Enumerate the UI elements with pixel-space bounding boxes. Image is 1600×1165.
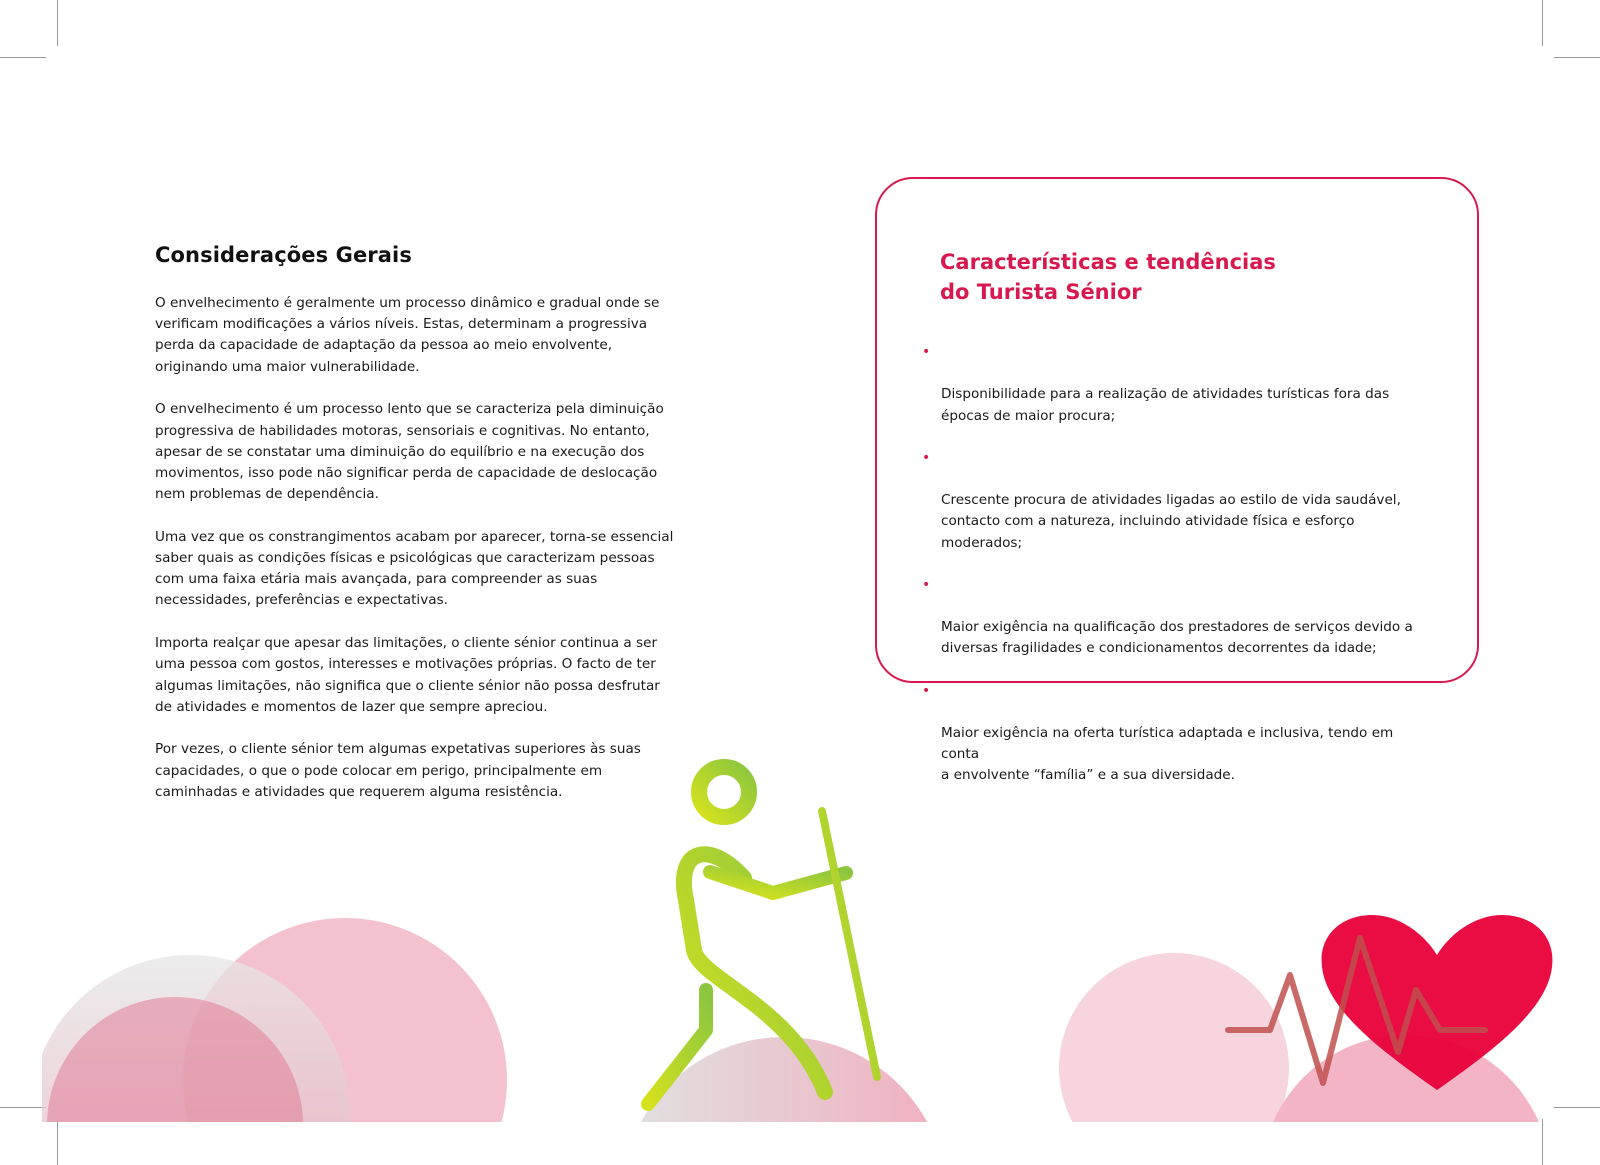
list-item (922, 448, 1427, 554)
senior-tourist-trends-card (875, 177, 1479, 784)
section-heading: Considerações Gerais (155, 243, 412, 267)
light-pink-circle (1059, 953, 1289, 1165)
bullet-icon: • (922, 449, 931, 466)
paragraph: Por vezes, o cliente sénior tem algumas expetativas superiores às suas capacidades, o que o pode colocar em perigo, principalmente em caminhadas e atividades que requerem alguma resistência. (155, 741, 641, 800)
general-considerations-section (155, 243, 675, 825)
trends-list (922, 342, 1427, 808)
list-item (922, 681, 1427, 787)
hill-circle (621, 1037, 947, 1165)
paragraph: O envelhecimento é um processo lento que se caracteriza pela diminuição progressiva de habilidades motoras, sensoriais e cognitivas. No entanto, apesar de se constatar uma diminuição do equilíbrio e na execução dos movimentos, isso pode não significar perda de capacidade de deslocação nem problemas de dependência. (155, 401, 664, 503)
bullet-icon: • (922, 576, 931, 593)
paragraph: Uma vez que os constrangimentos acabam por aparecer, torna-se essencial saber quais as condições físicas e psicológicas que caracterizam pessoas com uma faixa etária mais avançada, para compreender as suas necessidades, preferências e expectativas. (155, 528, 674, 609)
bullet-icon: • (922, 344, 931, 360)
bullet-icon: • (922, 682, 931, 699)
list-item (922, 342, 1427, 427)
list-item-text: Crescente procura de atividades ligadas ao estilo de vida saudável, contacto com a natureza, incluindo atividade física e esforço moderados; (941, 492, 1401, 551)
list-item-text: Disponibilidade para a realização de atividades turísticas fora das épocas de maior procura; (941, 386, 1390, 424)
list-item-text: Maior exigência na oferta turística adaptada e inclusiva, tendo em conta a envolvente “família” e a sua diversidade. (941, 725, 1394, 784)
card-title: Características e tendências do Turista Sénior (940, 250, 1276, 304)
paragraph: Importa realçar que apesar das limitações, o cliente sénior continua a ser uma pessoa com gostos, interesses e motivações próprias. O facto de ter algumas limitações, não significa que o cliente sénior não possa desfrutar de atividades e momentos de lazer que sempre apreciou. (155, 635, 660, 715)
list-item (922, 575, 1427, 660)
list-item-text: Maior exigência na qualificação dos prestadores de serviços devido a diversas fragilidades e condicionamentos decorrentes da idade; (941, 619, 1413, 657)
paragraph: O envelhecimento é geralmente um processo dinâmico e gradual onde se verificam modificações a vários níveis. Estas, determinam a progressiva perda da capacidade de adaptação da pessoa ao meio envolvente, originando uma maior vulnerabilidade. (155, 295, 660, 375)
